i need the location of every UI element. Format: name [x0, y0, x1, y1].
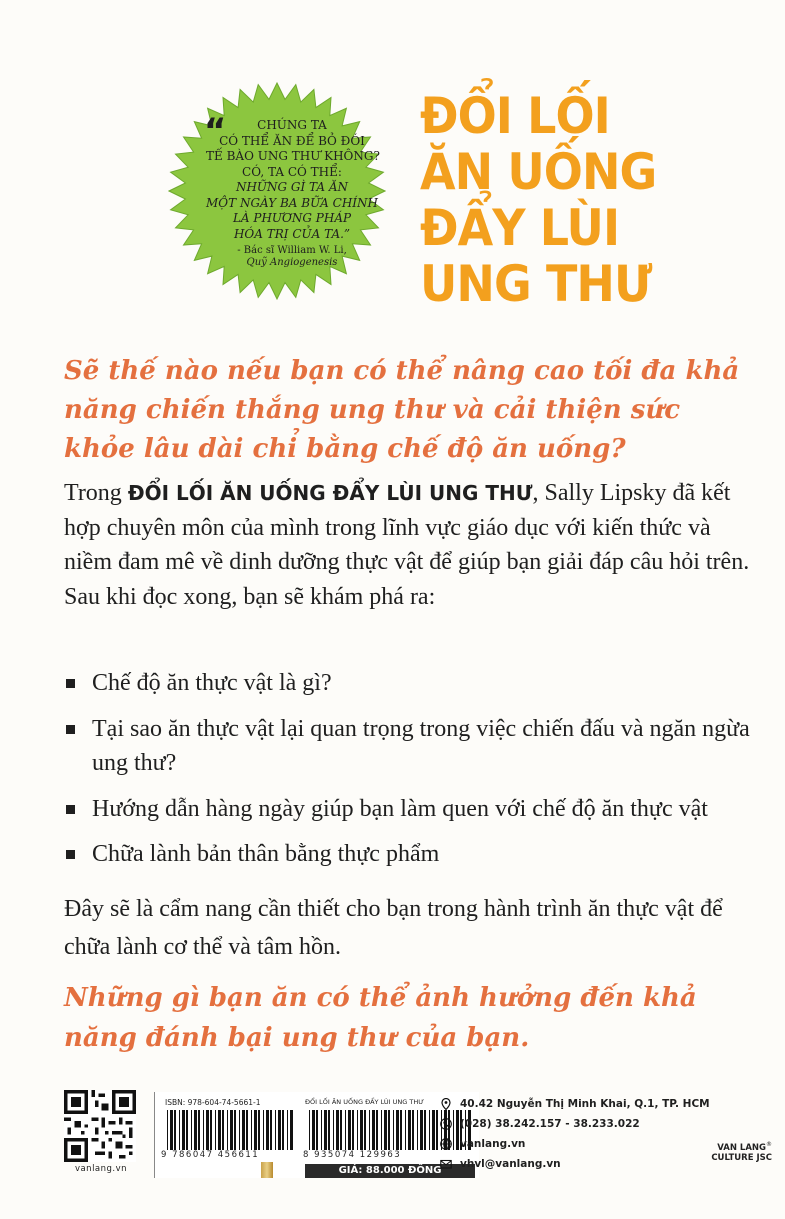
quote-mark: “ [204, 111, 227, 151]
price-label: GIÁ: 88.000 ĐỒNG [305, 1164, 475, 1178]
brand-line2: CULTURE JSC [711, 1152, 772, 1163]
intro-before: Trong [64, 480, 128, 506]
tagline: Những gì bạn ăn có thể ảnh hưởng đến khả năng đánh bại ung thư của bạn. [64, 983, 697, 1053]
globe-icon [440, 1138, 452, 1150]
location-pin-icon [440, 1098, 452, 1110]
list-item-text: Chữa lành bản thân bằng thực phẩm [92, 841, 440, 867]
barcode-card [154, 1092, 479, 1178]
quote-line: CÓ THỂ ĂN ĐỂ BỎ ĐÓI [219, 133, 365, 148]
ean-title: ĐỔI LỐI ĂN UỐNG ĐẨY LÙI UNG THƯ [305, 1098, 424, 1106]
closing-paragraph: Đây sẽ là cẩm nang cần thiết cho bạn trong hành trình ăn thực vật để chữa lành cơ thể và tâm hồn. [64, 896, 723, 960]
bullet-square-icon [66, 679, 75, 688]
book-title [420, 88, 682, 312]
list-item-text: Chế độ ăn thực vật là gì? [92, 670, 332, 696]
address-row [440, 1094, 710, 1114]
intro-paragraph [64, 476, 764, 614]
website-text[interactable]: vanlang.vn [460, 1138, 526, 1150]
registered-mark: ® [766, 1141, 772, 1148]
list-item-text: Hướng dẫn hàng ngày giúp bạn làm quen với chế độ ăn thực vật [92, 795, 708, 822]
lead-question: Sẽ thế nào nếu bạn có thể nâng cao tối đa khả năng chiến thắng ung thư và cải thiện sức khỏe lâu dài chỉ bằng chế độ ăn uống? [64, 356, 740, 464]
email-row[interactable] [440, 1154, 680, 1174]
quote-line: TẾ BÀO UNG THƯ KHÔNG? [206, 149, 380, 163]
website-row[interactable] [440, 1134, 680, 1154]
envelope-icon [440, 1158, 452, 1170]
list-item [64, 792, 764, 827]
brand-line1: VAN LANG [717, 1142, 766, 1153]
title-line: ĐỔI LỐI [420, 87, 610, 145]
phone-icon [440, 1118, 452, 1130]
quote-line: CHÚNG TA [257, 118, 327, 132]
quote-line: LÀ PHƯƠNG PHÁP [232, 211, 352, 225]
quote-line: HÓA TRỊ CỦA TA.” [233, 226, 351, 241]
email-text[interactable]: vhvl@vanlang.vn [460, 1158, 561, 1170]
quote-attribution: - Bác sĩ William W. Li, [237, 245, 347, 256]
bullet-square-icon [66, 850, 75, 859]
quote-box [204, 111, 380, 269]
security-strip [261, 1162, 273, 1178]
title-line: ĐẨY LÙI [420, 199, 620, 257]
qr-label: vanlang.vn [74, 1164, 128, 1174]
isbn-barcode-digits: 9 786047 456611 [161, 1150, 260, 1160]
quote-line: CÓ, TA CÓ THỂ: [242, 164, 342, 179]
phone-text: (028) 38.242.157 - 38.233.022 [460, 1118, 640, 1130]
ean-barcode-digits: 8 935074 129963 [303, 1150, 402, 1160]
isbn-text: ISBN: 978-604-74-5661-1 [165, 1098, 261, 1107]
quote-line: MỘT NGÀY BA BỮA CHÍNH [206, 195, 379, 210]
quote-line: NHỮNG GÌ TA ĂN [235, 180, 349, 194]
bullet-square-icon [66, 725, 75, 734]
list-item [64, 712, 764, 781]
intro-after: , Sally Lipsky đã kết hợp chuyên môn của mình trong lĩnh vực giáo dục với kiến thức và niềm đam mê về dinh dưỡng thực vật để giúp bạn giải đáp câu hỏi trên. Sau khi đọc xong, bạn sẽ khám phá ra: [64, 480, 750, 610]
publisher-logo [702, 1140, 772, 1163]
qr-code-icon [64, 1090, 136, 1162]
publisher-contacts [440, 1094, 710, 1174]
intro-book-title: ĐỔI LỐI ĂN UỐNG ĐẨY LÙI UNG THƯ [127, 481, 533, 505]
bullet-list [64, 666, 764, 883]
list-item-text: Tại sao ăn thực vật lại quan trọng trong việc chiến đấu và ngăn ngừa ung thư? [92, 715, 750, 776]
bullet-square-icon [66, 805, 75, 814]
list-item [64, 666, 764, 701]
list-item [64, 837, 764, 872]
title-line: UNG THƯ [420, 255, 652, 313]
phone-row [440, 1114, 680, 1134]
quote-attribution-role: Quỹ Angiogenesis [246, 257, 338, 268]
address-text: 40.42 Nguyễn Thị Minh Khai, Q.1, TP. HCM [460, 1098, 710, 1110]
title-line: ĂN UỐNG [420, 143, 657, 201]
back-cover-footer [62, 1082, 784, 1178]
